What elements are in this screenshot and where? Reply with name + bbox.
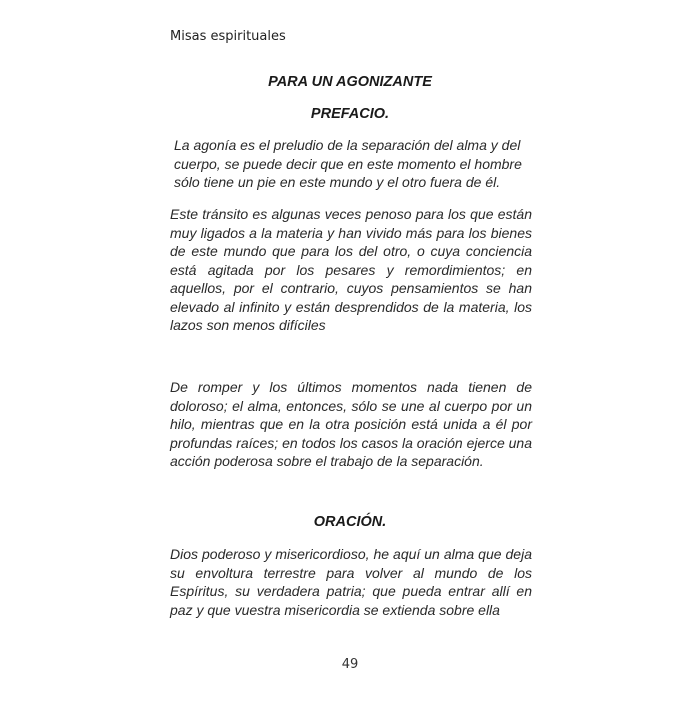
paragraph-transito: Este tránsito es algunas veces penoso para los que están muy ligados a la materia y han vivido más para los bienes de este mundo que para los del otro, o cuya conciencia está agitada por los pesares y remordimientos; en aquellos, por el contrario, cuyos pensamientos se han elevado al infinito y están desprendidos de la materia, los lazos son menos difíciles [170, 206, 532, 333]
paragraph-agonia: La agonía es el preludio de la separación del alma y del cuerpo, se puede decir que en este momento el hombre sólo tiene un pie en este mundo y el otro fuera de él. [174, 137, 522, 190]
paragraph-romper: De romper y los últimos momentos nada tienen de doloroso; el alma, entonces, sólo se une al cuerpo por un hilo, mientras que en la otra posición está unida a él por profundas raíces; en todos los casos la oración ejerce una acción poderosa sobre el trabajo de la separación. [170, 379, 532, 469]
page-title: PARA UN AGONIZANTE [268, 74, 432, 90]
paragraph-oracion: Dios poderoso y misericordioso, he aquí un alma que deja su envoltura terrestre para volver al mundo de los Espíritus, su verdadera patria; que pueda entrar allí en paz y que vuestra misericordia se extienda sobre ella [170, 546, 532, 618]
page-number: 49 [341, 657, 359, 672]
section-heading-prefacio: PREFACIO. [310, 106, 390, 122]
section-heading-oracion: ORACIÓN. [313, 514, 387, 530]
running-header: Misas espirituales [170, 29, 286, 44]
